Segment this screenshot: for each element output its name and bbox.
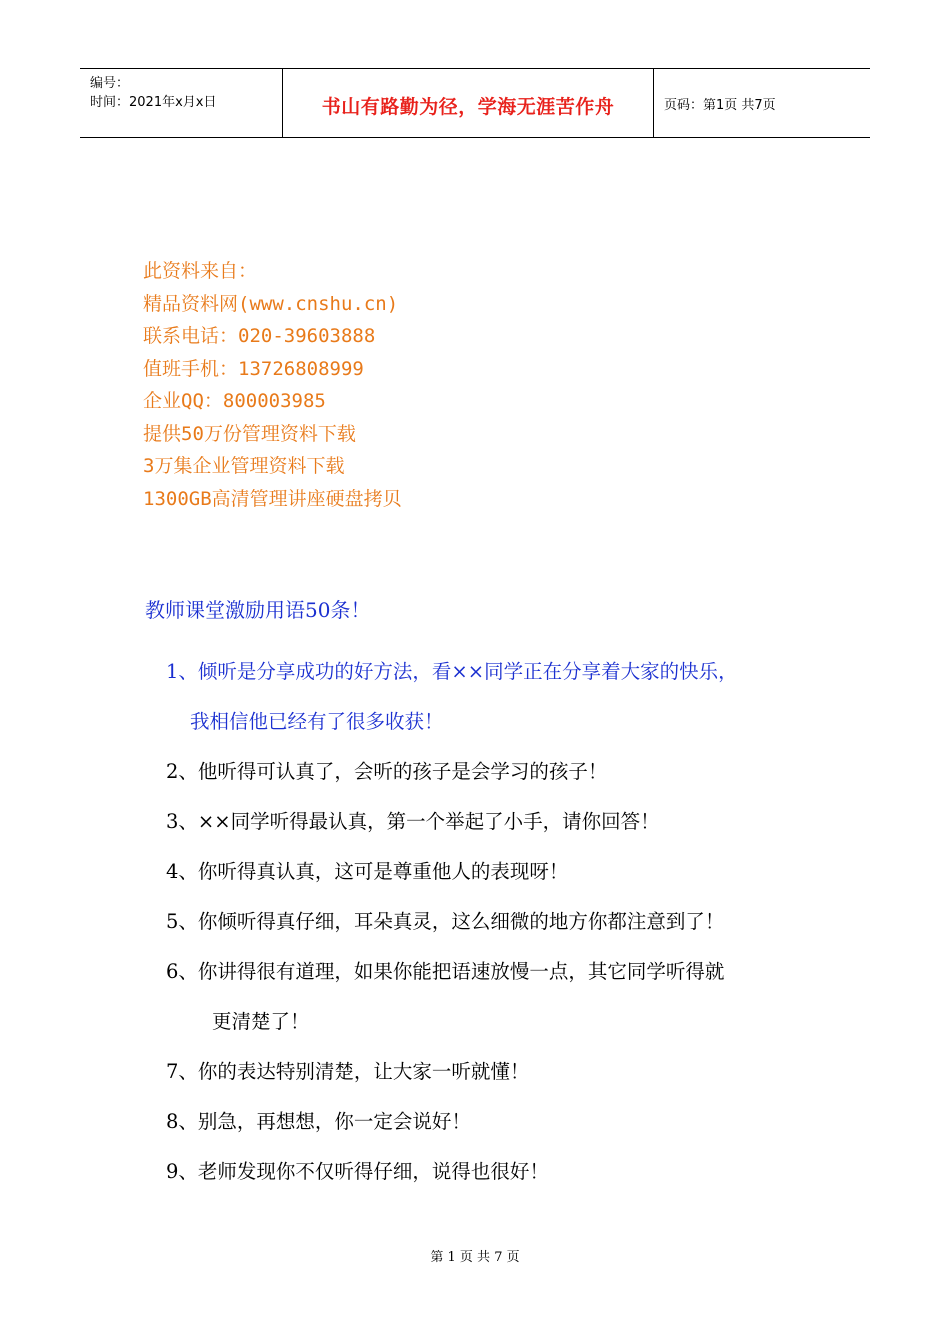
list-item: 1、倾听是分享成功的好方法，看××同学正在分享着大家的快乐， bbox=[166, 660, 738, 683]
document-title: 教师课堂激励用语50条！ bbox=[145, 598, 371, 622]
source-line: 值班手机：13726808999 bbox=[143, 357, 364, 380]
list-item: 8、别急，再想想，你一定会说好！ bbox=[166, 1110, 471, 1133]
list-item-continuation: 更清楚了！ bbox=[212, 1010, 310, 1033]
number-label: 编号： bbox=[90, 76, 130, 91]
list-item: 5、你倾听得真仔细，耳朵真灵，这么细微的地方你都注意到了！ bbox=[166, 910, 725, 933]
header-left-cell bbox=[80, 69, 282, 137]
page-code: 页码：第1页 共7页 bbox=[664, 98, 776, 113]
source-line: 1300GB高清管理讲座硬盘拷贝 bbox=[143, 487, 402, 510]
source-line: 精品资料网(www.cnshu.cn) bbox=[143, 292, 399, 315]
list-item: 2、他听得可认真了，会听的孩子是会学习的孩子！ bbox=[166, 760, 608, 783]
motto: 书山有路勤为径，学海无涯苦作舟 bbox=[321, 96, 615, 118]
list-item: 3、××同学听得最认真，第一个举起了小手，请你回答！ bbox=[166, 810, 660, 833]
source-line: 提供50万份管理资料下载 bbox=[143, 422, 356, 445]
list-item: 4、你听得真认真，这可是尊重他人的表现呀！ bbox=[166, 860, 569, 883]
list-item: 9、老师发现你不仅听得仔细，说得也很好！ bbox=[166, 1160, 549, 1183]
document-header bbox=[80, 68, 870, 138]
header-right-cell bbox=[654, 69, 870, 137]
time-label: 时间：2021年x月x日 bbox=[90, 95, 217, 110]
source-line: 企业QQ：800003985 bbox=[143, 390, 326, 412]
source-line: 3万集企业管理资料下载 bbox=[143, 455, 345, 477]
list-item: 6、你讲得很有道理，如果你能把语速放慢一点，其它同学听得就 bbox=[166, 960, 725, 983]
list-item-continuation: 我相信他已经有了很多收获！ bbox=[190, 710, 444, 733]
header-mid-cell bbox=[282, 69, 654, 137]
source-line: 此资料来自： bbox=[143, 260, 258, 282]
source-line: 联系电话：020-39603888 bbox=[143, 325, 376, 347]
list-item: 7、你的表达特别清楚，让大家一听就懂！ bbox=[166, 1060, 530, 1083]
page-footer: 第 1 页 共 7 页 bbox=[430, 1250, 520, 1265]
source-info-block bbox=[143, 255, 402, 515]
